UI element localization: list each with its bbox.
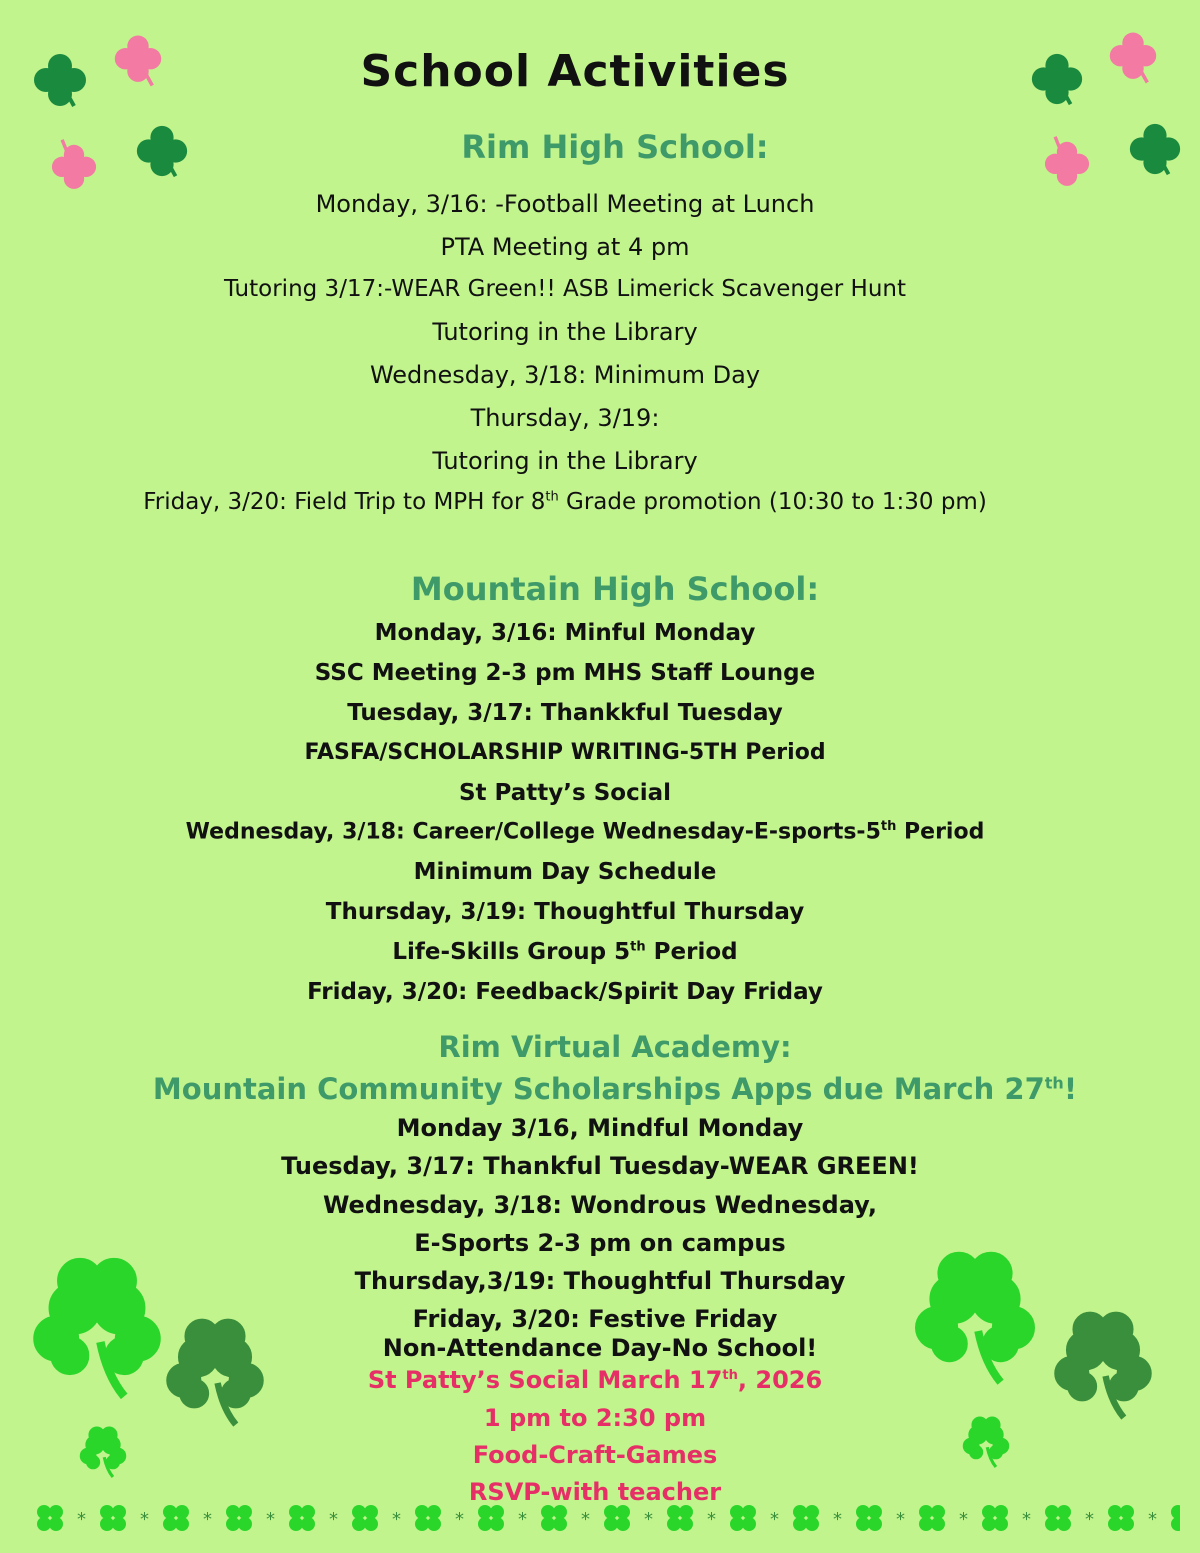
rim-high-line: Tutoring in the Library: [432, 447, 698, 475]
clover-border-icon: [793, 1505, 819, 1531]
mountain-high-line: Friday, 3/20: Feedback/Spirit Day Friday: [307, 979, 823, 1005]
clover-border-icon: [604, 1505, 630, 1531]
star-divider-icon: *: [833, 1509, 842, 1530]
rim-virtual-heading: Rim Virtual Academy:: [438, 1030, 792, 1064]
star-divider-icon: *: [203, 1509, 212, 1530]
star-divider-icon: *: [518, 1509, 527, 1530]
star-divider-icon: *: [896, 1509, 905, 1530]
clover-border-icon: [919, 1505, 945, 1531]
clover-border-icon: [478, 1505, 504, 1531]
clover-border-icon: [100, 1505, 126, 1531]
rim-virtual-line: Non-Attendance Day-No School!: [382, 1334, 818, 1362]
star-divider-icon: *: [959, 1509, 968, 1530]
mountain-high-line: SSC Meeting 2-3 pm MHS Staff Lounge: [314, 660, 816, 686]
clover-border-icon: [1045, 1505, 1071, 1531]
mountain-high-line: Tuesday, 3/17: Thankkful Tuesday: [347, 700, 783, 726]
star-divider-icon: *: [770, 1509, 779, 1530]
star-divider-icon: *: [581, 1509, 590, 1530]
clover-border-icon: [352, 1505, 378, 1531]
mountain-high-line: Minimum Day Schedule: [413, 859, 717, 885]
star-divider-icon: *: [644, 1509, 653, 1530]
clover-border-icon: [163, 1505, 189, 1531]
mountain-high-line: Thursday, 3/19: Thoughtful Thursday: [325, 899, 805, 925]
page-title: School Activities: [360, 46, 790, 97]
rim-virtual-line: Wednesday, 3/18: Wondrous Wednesday,: [322, 1191, 878, 1219]
rim-high-line: Tutoring in the Library: [432, 318, 698, 346]
clover-border-icon: [1171, 1505, 1180, 1531]
clover-border-icon: [730, 1505, 756, 1531]
rim-high-line: Tutoring 3/17:-WEAR Green!! ASB Limerick Scavenger Hunt: [224, 276, 906, 302]
rim-virtual-line: E-Sports 2-3 pm on campus: [414, 1229, 786, 1257]
clover-border-icon: [289, 1505, 315, 1531]
rim-virtual-line: Tuesday, 3/17: Thankful Tuesday-WEAR GREEN!: [281, 1152, 919, 1180]
rim-high-heading: Rim High School:: [461, 128, 769, 166]
social-activities-line: Food-Craft-Games: [472, 1441, 718, 1469]
rim-high-friday-line: Friday, 3/20: Field Trip to MPH for 8th Grade promotion (10:30 to 1:30 pm): [143, 489, 987, 515]
clover-border-icon: [541, 1505, 567, 1531]
rim-virtual-line: Thursday,3/19: Thoughtful Thursday: [354, 1267, 846, 1295]
star-divider-icon: *: [707, 1509, 716, 1530]
clover-border-icon: [667, 1505, 693, 1531]
clover-border-icon: [856, 1505, 882, 1531]
rim-high-line: Wednesday, 3/18: Minimum Day: [369, 361, 761, 389]
star-divider-icon: *: [1085, 1509, 1094, 1530]
mountain-high-line: Monday, 3/16: Minful Monday: [374, 620, 756, 646]
star-divider-icon: *: [1022, 1509, 1031, 1530]
clover-border-icon: [226, 1505, 252, 1531]
rim-high-line: Thursday, 3/19:: [470, 404, 660, 432]
star-divider-icon: *: [1148, 1509, 1157, 1530]
rim-virtual-line: Friday, 3/20: Festive Friday: [412, 1305, 778, 1333]
social-date-line: St Patty’s Social March 17th, 2026: [367, 1366, 823, 1394]
clover-border-icon: [37, 1505, 63, 1531]
rim-virtual-line: Monday 3/16, Mindful Monday: [396, 1114, 804, 1142]
rim-high-line: Monday, 3/16: -Football Meeting at Lunch: [315, 190, 815, 218]
scholarship-heading: Mountain Community Scholarships Apps due March 27th!: [152, 1072, 1078, 1106]
mountain-high-line: St Patty’s Social: [458, 780, 672, 806]
mountain-high-lifeskills-line: Life-Skills Group 5th Period: [392, 939, 738, 965]
mountain-high-line: FASFA/SCHOLARSHIP WRITING-5TH Period: [304, 740, 826, 765]
mountain-high-wednesday-line: Wednesday, 3/18: Career/College Wednesday-E-sports-5th Period: [185, 819, 985, 845]
clover-border-icon: [415, 1505, 441, 1531]
clover-border-icon: [1108, 1505, 1134, 1531]
star-divider-icon: *: [266, 1509, 275, 1530]
clover-border-icon: [982, 1505, 1008, 1531]
star-divider-icon: *: [455, 1509, 464, 1530]
social-time-line: 1 pm to 2:30 pm: [483, 1404, 707, 1432]
mountain-high-heading: Mountain High School:: [410, 570, 820, 608]
star-divider-icon: *: [140, 1509, 149, 1530]
star-divider-icon: *: [392, 1509, 401, 1530]
rim-high-line: PTA Meeting at 4 pm: [440, 233, 690, 261]
social-rsvp-line: RSVP-with teacher: [468, 1478, 722, 1506]
star-divider-icon: *: [77, 1509, 86, 1530]
star-divider-icon: *: [329, 1509, 338, 1530]
